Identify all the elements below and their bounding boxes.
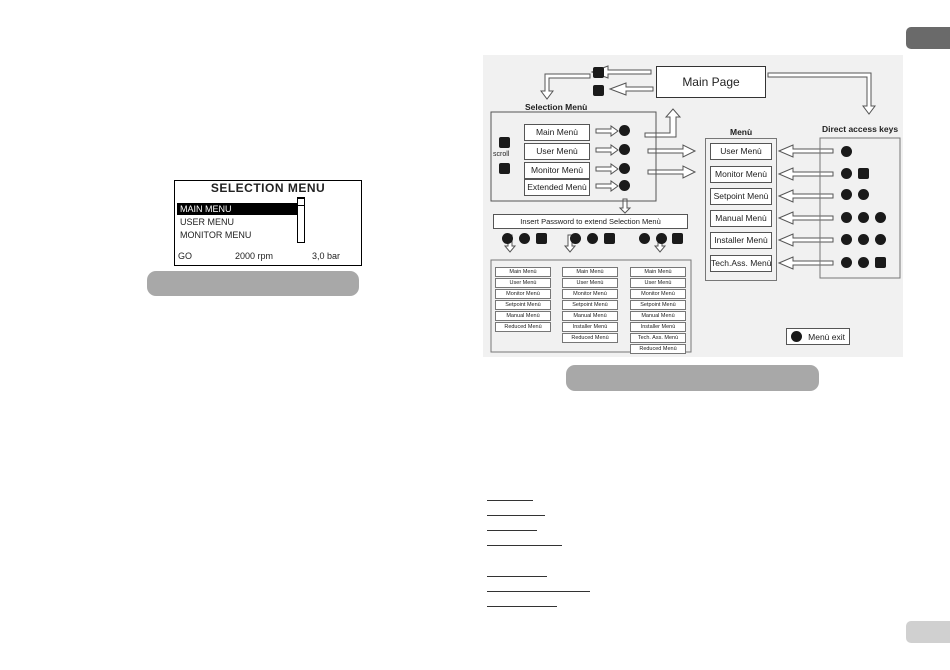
link-underline	[487, 545, 562, 546]
key-icon	[604, 233, 615, 244]
key-icon	[858, 234, 869, 245]
lcd-scroll-knob	[297, 198, 305, 206]
link-underline	[487, 500, 533, 501]
link-underline	[487, 576, 547, 577]
lcd-status-go: GO	[178, 251, 193, 261]
col3-item: Installer Menù	[630, 322, 686, 332]
key-icon	[570, 233, 581, 244]
key-icon	[858, 257, 869, 268]
link-underline	[487, 591, 590, 592]
link-underline	[487, 606, 557, 607]
col2-item: Reduced Menù	[562, 333, 618, 343]
col1-item: Monitor Menù	[495, 289, 551, 299]
col1-item: Manual Menù	[495, 311, 551, 321]
key-icon	[672, 233, 683, 244]
selection-menu-title: Selection Menù	[525, 102, 588, 112]
key-icon	[619, 180, 630, 191]
col2-item: Setpoint Menù	[562, 300, 618, 310]
direct-keys-title: Direct access keys	[822, 124, 899, 134]
key-icon	[519, 233, 530, 244]
col2-item: Main Menù	[562, 267, 618, 277]
figure-caption-bar-right	[566, 365, 819, 391]
col1-item: Setpoint Menù	[495, 300, 551, 310]
col3-item: Reduced Menù	[630, 344, 686, 354]
key-icon	[841, 212, 852, 223]
key-icon	[841, 146, 852, 157]
menu-item-installer: Installer Menù	[710, 232, 772, 249]
lcd-status-bar: 3,0 bar	[312, 251, 341, 261]
key-icon	[587, 233, 598, 244]
key-icon	[536, 233, 547, 244]
col3-item: Tech. Ass. Menù	[630, 333, 686, 343]
sel-item-main: Main Menù	[524, 124, 590, 141]
key-icon	[858, 168, 869, 179]
col1-item: Main Menù	[495, 267, 551, 277]
lcd-item-monitor-menu: MONITOR MENU	[180, 230, 252, 240]
col2-item: Monitor Menù	[562, 289, 618, 299]
col2-item: Installer Menù	[562, 322, 618, 332]
menu-exit-label: Menù exit	[808, 332, 845, 342]
lcd-item-main-menu: MAIN MENU	[177, 203, 298, 215]
col2-item: User Menù	[562, 278, 618, 288]
main-page-box: Main Page	[656, 66, 766, 98]
key-icon	[656, 233, 667, 244]
menu-item-tech: Tech.Ass. Menù	[710, 255, 772, 272]
col3-item: Manual Menù	[630, 311, 686, 321]
col3-item: Monitor Menù	[630, 289, 686, 299]
col3-item: Setpoint Menù	[630, 300, 686, 310]
key-icon	[619, 125, 630, 136]
menu-item-manual: Manual Menù	[710, 210, 772, 227]
lcd-display	[174, 180, 362, 266]
key-icon	[619, 163, 630, 174]
sel-item-extended: Extended Menù	[524, 179, 590, 196]
key-icon	[841, 189, 852, 200]
mode-key-icon	[593, 85, 604, 96]
lcd-item-user-menu: USER MENU	[180, 217, 235, 227]
chapter-tab	[906, 27, 950, 49]
lcd-title: SELECTION MENU	[210, 181, 326, 195]
scroll-down-key-icon	[499, 163, 510, 174]
key-icon	[639, 233, 650, 244]
key-icon	[858, 212, 869, 223]
password-bar: Insert Password to extend Selection Menù	[493, 214, 688, 229]
key-icon	[875, 257, 886, 268]
exit-key-icon	[791, 331, 802, 342]
link-underline	[487, 515, 545, 516]
menu-item-user: User Menù	[710, 143, 772, 160]
col1-item: User Menù	[495, 278, 551, 288]
scroll-label: scroll	[493, 151, 510, 158]
menu-structure-diagram	[483, 55, 903, 357]
selection-key-icon	[593, 67, 604, 78]
menu-title: Menù	[730, 127, 753, 137]
col1-item: Reduced Menù	[495, 322, 551, 332]
key-icon	[502, 233, 513, 244]
menu-item-setpoint: Setpoint Menù	[710, 188, 772, 205]
link-underline	[487, 530, 537, 531]
scroll-up-key-icon	[499, 137, 510, 148]
lcd-status-rpm: 2000 rpm	[235, 251, 274, 261]
key-icon	[858, 189, 869, 200]
key-icon	[841, 168, 852, 179]
sel-item-monitor: Monitor Menù	[524, 162, 590, 179]
key-icon	[841, 257, 852, 268]
page-tab	[906, 621, 950, 643]
col3-item: Main Menù	[630, 267, 686, 277]
menu-item-monitor: Monitor Menù	[710, 166, 772, 183]
key-icon	[875, 212, 886, 223]
sel-item-user: User Menù	[524, 143, 590, 160]
key-icon	[841, 234, 852, 245]
figure-caption-bar-left	[147, 271, 359, 296]
key-icon	[619, 144, 630, 155]
col2-item: Manual Menù	[562, 311, 618, 321]
col3-item: User Menù	[630, 278, 686, 288]
key-icon	[875, 234, 886, 245]
